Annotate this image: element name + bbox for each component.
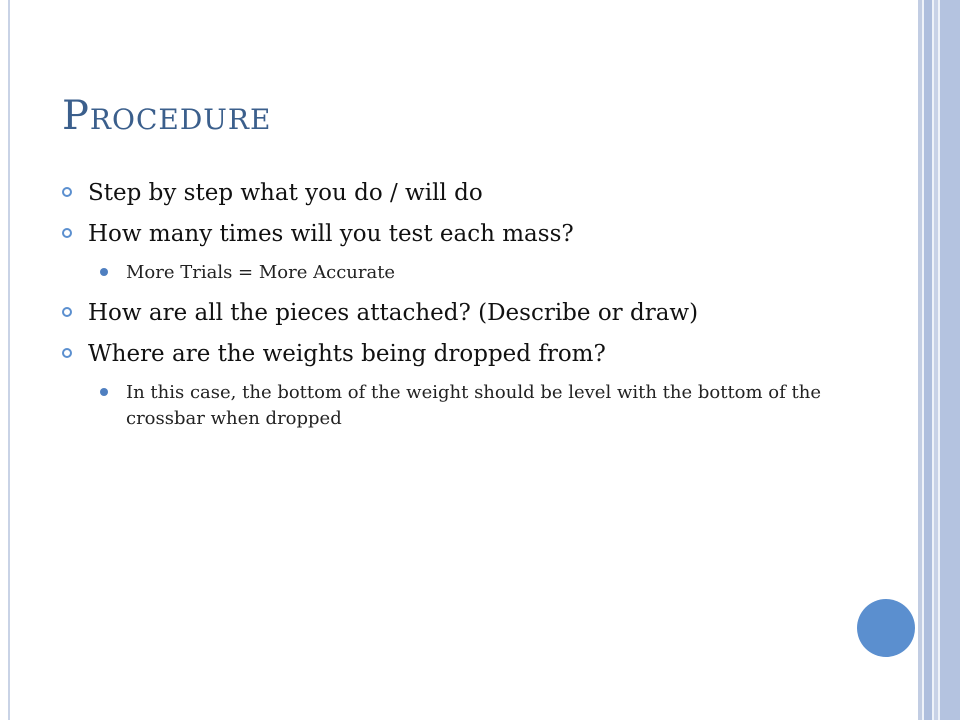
ring-bullet-icon	[62, 348, 72, 358]
bullet-text: Where are the weights being dropped from?	[88, 341, 606, 368]
bullet-list	[62, 178, 902, 444]
bullet-item	[62, 298, 902, 329]
right-decor-stripe	[924, 0, 932, 720]
sub-bullet-item	[62, 260, 902, 286]
bullet-item	[62, 178, 902, 209]
right-decor-stripe	[940, 0, 960, 720]
dot-bullet-icon	[100, 388, 108, 396]
dot-bullet-icon	[100, 268, 108, 276]
bullet-text: How are all the pieces attached? (Describe or draw)	[88, 300, 699, 327]
left-border-line	[8, 0, 10, 720]
ring-bullet-icon	[62, 228, 72, 238]
sub-bullet-text: More Trials = More Accurate	[126, 262, 396, 284]
ring-bullet-icon	[62, 187, 72, 197]
sub-bullet-text: In this case, the bottom of the weight should be level with the bottom of the crossbar when dropped	[126, 382, 822, 430]
ring-bullet-icon	[62, 307, 72, 317]
decorative-circle	[857, 599, 915, 657]
bullet-item	[62, 219, 902, 250]
bullet-item	[62, 339, 902, 370]
bullet-text: How many times will you test each mass?	[88, 221, 574, 248]
slide-title: Procedure	[62, 93, 272, 139]
bullet-text: Step by step what you do / will do	[88, 180, 483, 206]
sub-bullet-item	[62, 380, 902, 432]
